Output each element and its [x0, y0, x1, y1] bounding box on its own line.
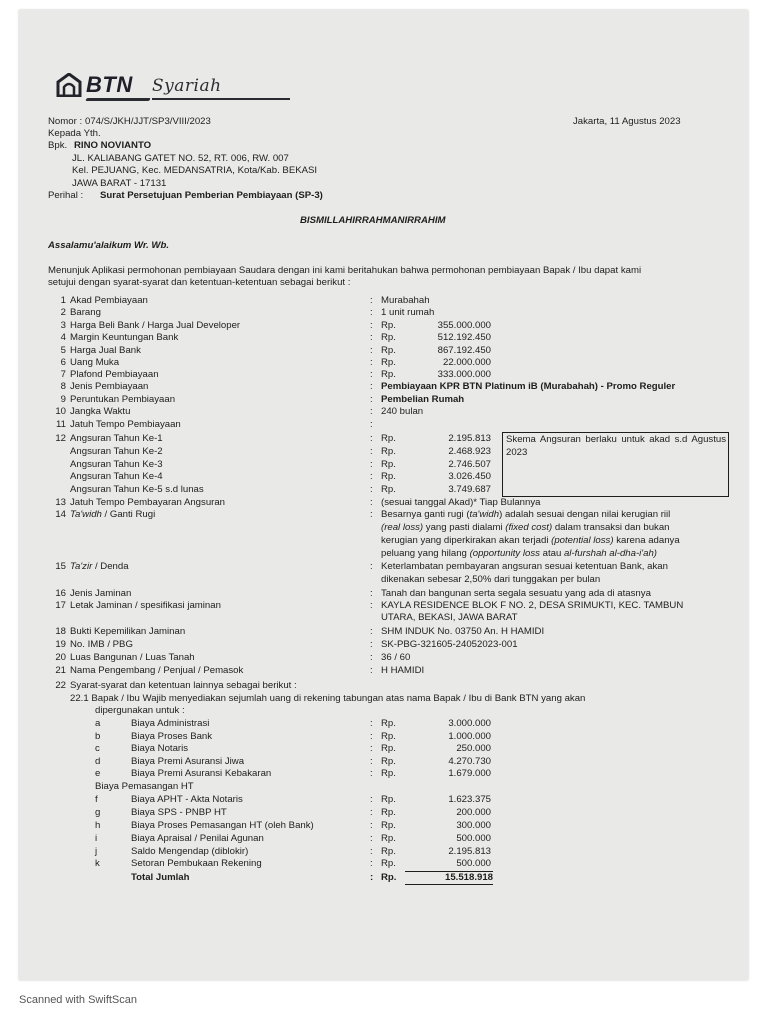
item-15-number: 15: [55, 561, 66, 572]
cost-currency: Rp.: [381, 846, 396, 857]
perihal-value: Surat Persetujuan Pemberian Pembiayaan (SP-3): [100, 190, 323, 201]
item-colon: :: [370, 381, 373, 392]
cost-letter: g: [95, 807, 101, 818]
cost-currency: Rp.: [381, 820, 396, 831]
cost-currency: Rp.: [381, 743, 396, 754]
tawidh-l2c: (fixed cost): [505, 522, 553, 533]
tawidh-l1c: ) adalah sesuai dengan nilai kerugian riil: [499, 509, 671, 520]
nomor-value: 074/S/JKH/JJT/SP3/VIII/2023: [85, 116, 211, 127]
item-amount: 333.000.000: [437, 369, 491, 380]
item-colon: :: [370, 588, 373, 599]
item-amount: 355.000.000: [437, 320, 491, 331]
item-label: Angsuran Tahun Ke-1: [70, 433, 163, 444]
item-label: Angsuran Tahun Ke-2: [70, 446, 163, 457]
item-amount: 2.195.813: [448, 433, 491, 444]
item-colon: :: [370, 433, 373, 444]
item-value-continued: UTARA, BEKASI, JAWA BARAT: [381, 612, 518, 623]
cost-label: Biaya SPS - PNBP HT: [131, 807, 227, 818]
item-label: Barang: [70, 307, 101, 318]
tawidh-l3b: (potential loss): [551, 535, 614, 546]
cost-amount: 1.679.000: [448, 768, 491, 779]
item-label: Jangka Waktu: [70, 406, 131, 417]
tazir-line1: Keterlambatan pembayaran angsuran sesuai ketentuan Bank, akan: [381, 561, 668, 572]
cost-letter: d: [95, 756, 101, 767]
item-label: Luas Bangunan / Luas Tanah: [70, 652, 195, 663]
item-label: Harga Jual Bank: [70, 345, 141, 356]
tawidh-l1b: ta'widh: [469, 509, 500, 520]
item-14-label-italic: Ta'widh: [70, 509, 102, 520]
cost-letter: f: [95, 794, 98, 805]
item-label: Jenis Jaminan: [70, 588, 132, 599]
bismillah-heading: BISMILLAHIRRAHMANIRRAHIM: [300, 215, 446, 226]
recipient-name: RINO NOVIANTO: [74, 140, 152, 151]
item-amount: 2.746.507: [448, 459, 491, 470]
item-value: KAYLA RESIDENCE BLOK F NO. 2, DESA SRIMUKTI, KEC. TAMBUN: [381, 600, 684, 611]
perihal-label: Perihal :: [48, 190, 84, 201]
clause-22-1-line2: dipergunakan untuk :: [95, 705, 185, 716]
tawidh-l3c: karena adanya: [613, 535, 680, 546]
item-colon: :: [370, 394, 373, 405]
cost-currency: Rp.: [381, 794, 396, 805]
recipient-address-line2: Kel. PEJUANG, Kec. MEDANSATRIA, Kota/Kab. BEKASI: [72, 165, 318, 176]
tazir-line2: dikenakan sebesar 2,50% dari tunggakan per bulan: [381, 574, 601, 585]
cost-currency: Rp.: [381, 833, 396, 844]
item-currency: Rp.: [381, 332, 396, 343]
item-number: 19: [55, 639, 66, 650]
cost-label: Biaya Proses Pemasangan HT (oleh Bank): [131, 820, 314, 831]
item-label: No. IMB / PBG: [70, 639, 133, 650]
item-colon: :: [370, 345, 373, 356]
item-15-label-italic: Ta'zir: [70, 561, 93, 572]
item-colon: :: [370, 332, 373, 343]
item-label: Nama Pengembang / Penjual / Pemasok: [70, 665, 244, 676]
bpk-label: Bpk.: [48, 140, 68, 151]
skema-angsuran-note: Skema Angsuran berlaku untuk akad s.d Agustus 2023: [506, 434, 726, 458]
item-number: 18: [55, 626, 66, 637]
item-colon: :: [370, 320, 373, 331]
cost-amount: 2.195.813: [448, 846, 491, 857]
item-number: 17: [55, 600, 66, 611]
salam-greeting: Assalamu'alaikum Wr. Wb.: [48, 240, 169, 251]
item-currency: Rp.: [381, 484, 396, 495]
item-label: Peruntukan Pembiayaan: [70, 394, 176, 405]
cost-label: Setoran Pembukaan Rekening: [131, 858, 262, 869]
logo-suffix-text: Syariah: [152, 76, 222, 96]
item-amount: 3.026.450: [448, 471, 491, 482]
tawidh-l4d: al-furshah al-dha-i'ah): [563, 548, 657, 559]
cost-colon: :: [370, 718, 373, 729]
item-label: Margin Keuntungan Bank: [70, 332, 179, 343]
item-number: 4: [60, 332, 66, 343]
cost-letter: i: [95, 833, 98, 844]
item-colon: :: [370, 639, 373, 650]
item-colon: :: [370, 652, 373, 663]
item-colon: :: [370, 406, 373, 417]
item-amount: 22.000.000: [442, 357, 491, 368]
item-label: Letak Jaminan / spesifikasi jaminan: [70, 600, 221, 611]
item-number: 10: [55, 406, 66, 417]
item-currency: Rp.: [381, 446, 396, 457]
tawidh-l4b: (opportunity loss: [469, 548, 540, 559]
item-number: 16: [55, 588, 66, 599]
total-label: Total Jumlah: [131, 872, 190, 883]
cost-currency: Rp.: [381, 718, 396, 729]
item-14-label: [70, 509, 155, 521]
item-number: 22: [55, 680, 66, 691]
item-number: 6: [60, 357, 66, 368]
item-number: 8: [60, 381, 66, 392]
item-number: 21: [55, 665, 66, 676]
cost-colon: :: [370, 794, 373, 805]
cost-colon: :: [370, 846, 373, 857]
item-15-colon: :: [370, 561, 373, 572]
tawidh-line1: [381, 509, 670, 521]
item-number: 12: [55, 433, 66, 444]
recipient-address-line3: JAWA BARAT - 17131: [72, 178, 167, 189]
item-colon: :: [370, 484, 373, 495]
item-number: 9: [60, 394, 66, 405]
total-colon: :: [370, 872, 374, 883]
item-label: Jatuh Tempo Pembayaran Angsuran: [70, 497, 226, 508]
total-amount: 15.518.918: [444, 872, 493, 883]
item-colon: :: [370, 446, 373, 457]
item-label: Uang Muka: [70, 357, 120, 368]
item-currency: Rp.: [381, 320, 396, 331]
item-colon: :: [370, 600, 373, 611]
item-value: SK-PBG-321605-24052023-001: [381, 639, 518, 650]
item-colon: :: [370, 369, 373, 380]
tawidh-l3a: kerugian yang diperkirakan akan terjadi: [381, 535, 552, 546]
item-label: Plafond Pembiayaan: [70, 369, 159, 380]
house-logo-icon: [56, 73, 82, 97]
intro-line2: setujui dengan syarat-syarat dan ketentuan-ketentuan sebagai berikut :: [48, 277, 351, 288]
cost-colon: :: [370, 756, 373, 767]
cost-colon: :: [370, 858, 373, 869]
cost-amount: 4.270.730: [448, 756, 491, 767]
item-colon: :: [370, 307, 373, 318]
cost-letter: b: [95, 731, 101, 742]
tawidh-line3: [381, 535, 680, 547]
cost-colon: :: [370, 833, 373, 844]
item-colon: :: [370, 295, 373, 306]
cost-colon: :: [370, 743, 373, 754]
item-colon: :: [370, 626, 373, 637]
nomor-label: Nomor :: [48, 116, 83, 127]
cost-letter: e: [95, 768, 101, 779]
cost-currency: Rp.: [381, 731, 396, 742]
cost-label: Biaya APHT - Akta Notaris: [131, 794, 243, 805]
recipient-address-line1: JL. KALIABANG GATET NO. 52, RT. 006, RW. 007: [72, 153, 289, 164]
item-currency: Rp.: [381, 459, 396, 470]
tawidh-l4a: peluang yang hilang: [381, 548, 470, 559]
item-value: Pembelian Rumah: [381, 394, 465, 405]
cost-letter: c: [95, 743, 100, 754]
cost-amount: 200.000: [456, 807, 491, 818]
item-colon: :: [370, 497, 373, 508]
ht-heading: Biaya Pemasangan HT: [95, 781, 194, 792]
item-label: Jenis Pembiayaan: [70, 381, 149, 392]
item-number: 1: [60, 295, 66, 306]
item-15-label: [70, 561, 129, 573]
item-value: 240 bulan: [381, 406, 424, 417]
cost-label: Biaya Proses Bank: [131, 731, 213, 742]
cost-amount: 500.000: [456, 833, 491, 844]
item-currency: Rp.: [381, 345, 396, 356]
item-14-colon: :: [370, 509, 373, 520]
tawidh-line4: [381, 548, 657, 560]
tawidh-l2a: (real loss): [381, 522, 424, 533]
item-amount: 2.468.923: [448, 446, 491, 457]
item-currency: Rp.: [381, 471, 396, 482]
item-amount: 3.749.687: [448, 484, 491, 495]
skema-angsuran-note-box: [502, 432, 729, 497]
cost-letter: a: [95, 718, 101, 729]
item-value: SHM INDUK No. 03750 An. H HAMIDI: [381, 626, 545, 637]
cost-colon: :: [370, 820, 373, 831]
cost-currency: Rp.: [381, 768, 396, 779]
logo-underline: [85, 98, 150, 101]
item-label: Jatuh Tempo Pembiayaan: [70, 419, 181, 430]
clause-22-1-line1: 22.1 Bapak / Ibu Wajib menyediakan sejumlah uang di rekening tabungan atas nama Bapak / Ibu di Bank BTN yang akan: [70, 693, 586, 704]
item-label: Angsuran Tahun Ke-5 s.d lunas: [70, 484, 204, 495]
cost-letter: k: [95, 858, 100, 869]
item-value: 36 / 60: [381, 652, 411, 663]
item-number: 20: [55, 652, 66, 663]
item-value: Tanah dan bangunan serta segala sesuatu yang ada di atasnya: [381, 588, 651, 599]
cost-amount: 250.000: [456, 743, 491, 754]
kepada-label: Kepada Yth.: [48, 128, 101, 139]
item-colon: :: [370, 665, 373, 676]
item-currency: Rp.: [381, 357, 396, 368]
item-label: Angsuran Tahun Ke-3: [70, 459, 163, 470]
item-number: 13: [55, 497, 66, 508]
cost-label: Biaya Notaris: [131, 743, 189, 754]
item-label: Akad Pembiayaan: [70, 295, 148, 306]
cost-label: Biaya Premi Asuransi Jiwa: [131, 756, 245, 767]
logo-brand-text: BTN: [86, 72, 133, 97]
total-rp: Rp.: [381, 872, 397, 883]
item-14-number: 14: [55, 509, 66, 520]
item-number: 3: [60, 320, 66, 331]
item-value: Murabahah: [381, 295, 430, 306]
cost-amount: 1.623.375: [448, 794, 491, 805]
item-14-label-rest: / Ganti Rugi: [101, 509, 156, 520]
item-currency: Rp.: [381, 433, 396, 444]
item-number: 7: [60, 369, 66, 380]
total-rule-bottom: [405, 884, 493, 885]
cost-label: Biaya Apraisal / Penilai Agunan: [131, 833, 264, 844]
cost-currency: Rp.: [381, 756, 396, 767]
cost-colon: :: [370, 731, 373, 742]
item-number: 2: [60, 307, 66, 318]
intro-line1: Menunjuk Aplikasi permohonan pembiayaan Saudara dengan ini kami beritahukan bahwa permohonan pembiayaan Bapak / Ibu dapat kami: [48, 265, 642, 276]
item-15-label-rest: / Denda: [92, 561, 129, 572]
item-colon: :: [370, 471, 373, 482]
item-value: 1 unit rumah: [381, 307, 435, 318]
item-label: Harga Beli Bank / Harga Jual Developer: [70, 320, 241, 331]
cost-currency: Rp.: [381, 807, 396, 818]
cost-amount: 500.000: [456, 858, 491, 869]
cost-amount: 3.000.000: [448, 718, 491, 729]
cost-amount: 1.000.000: [448, 731, 491, 742]
city-date: Jakarta, 11 Agustus 2023: [573, 116, 681, 127]
scan-footer: Scanned with SwiftScan: [19, 994, 138, 1006]
cost-colon: :: [370, 807, 373, 818]
cost-label: Biaya Administrasi: [131, 718, 210, 729]
item-number: 11: [56, 419, 66, 430]
cost-amount: 300.000: [456, 820, 491, 831]
item-label: Bukti Kepemilikan Jaminan: [70, 626, 186, 637]
tawidh-l2b: yang pasti dialami: [423, 522, 506, 533]
item-colon: :: [370, 459, 373, 470]
item-label: Angsuran Tahun Ke-4: [70, 471, 163, 482]
item-value: (sesuai tanggal Akad)* Tiap Bulannya: [381, 497, 541, 508]
item-value: H HAMIDI: [381, 665, 425, 676]
tawidh-l4c: atau: [539, 548, 564, 559]
tawidh-l2d: dalam transaksi dan bukan: [552, 522, 670, 533]
item-number: 5: [60, 345, 66, 356]
cost-colon: :: [370, 768, 373, 779]
cost-letter: h: [95, 820, 101, 831]
cost-currency: Rp.: [381, 858, 396, 869]
item-colon: :: [370, 419, 373, 430]
tawidh-line2: [381, 522, 670, 534]
item-label: Syarat-syarat dan ketentuan lainnya sebagai berikut :: [70, 680, 297, 691]
logo-underline-thin: [152, 98, 290, 100]
cost-letter: j: [95, 846, 98, 857]
cost-label: Saldo Mengendap (diblokir): [131, 846, 249, 857]
item-amount: 512.192.450: [437, 332, 491, 343]
item-currency: Rp.: [381, 369, 396, 380]
item-value: Pembiayaan KPR BTN Platinum iB (Murabahah) - Promo Reguler: [381, 381, 676, 392]
tawidh-l1a: Besarnya ganti rugi (: [381, 509, 470, 520]
item-amount: 867.192.450: [437, 345, 491, 356]
item-colon: :: [370, 357, 373, 368]
cost-label: Biaya Premi Asuransi Kebakaran: [131, 768, 272, 779]
